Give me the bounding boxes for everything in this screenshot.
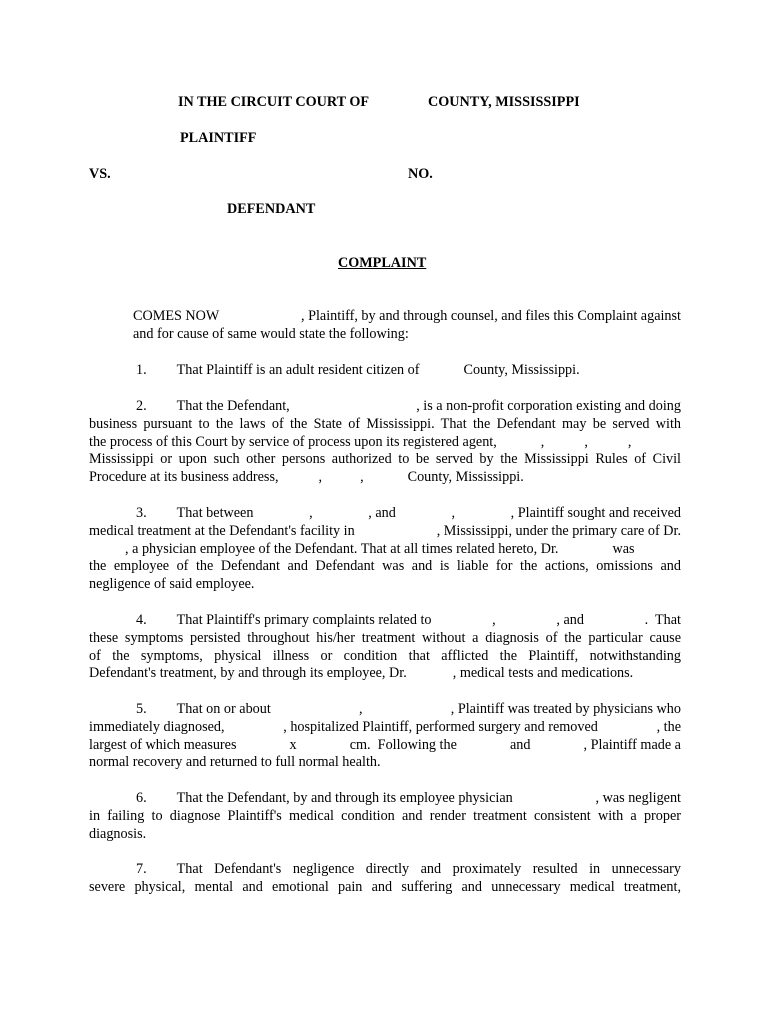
intro-line-1: COMES NOW , Plaintiff, by and through counsel, and files this Complaint against (133, 308, 681, 324)
paragraph-3: 3. That between , , and , , Plaintiff sought and received medical treatment at the Defendant's facility in , Mississippi, under the primary care of Dr. , a physician employee of the Defendant. That at all times related hereto, Dr. was the employee of the Defendant and Defendant was and is liable for the actions, omissions and negligence of said employee. (89, 505, 681, 593)
paragraph-number: 2. (136, 398, 147, 414)
court-heading-right: COUNTY, MISSISSIPPI (428, 94, 580, 110)
paragraph-number: 3. (136, 505, 147, 521)
vs-label: VS. (89, 166, 111, 182)
paragraph-4: 4. That Plaintiff's primary complaints related to , , and . That these symptoms persisted throughout his/her treatment without a diagnosis of the particular cause of the symptoms, physical illness or condition that afflicted the Plaintiff, notwithstanding Defendant's treatment, by and through its employee, Dr. , medical tests and medications. (89, 612, 681, 682)
paragraph-7: 7. That Defendant's negligence directly and proximately resulted in unnecessary severe physical, mental and emotional pain and suffering and unnecessary medical treatment, (89, 861, 681, 895)
paragraph-2: 2. That the Defendant, , is a non-profit corporation existing and doing business pursuant to the laws of the State of Mississippi. That the Defendant may be served with the process of this Court by service of process upon its registered agent, , , , Mississippi or upon such other persons authorized to be served by the Mississippi Rules of Civil Procedure at its business address, , , County, Mississippi. (89, 398, 681, 486)
paragraph-number: 7. (136, 861, 147, 877)
paragraph-5: 5. That on or about , , Plaintiff was treated by physicians who immediately diagnosed, , hospitalized Plaintiff, performed surgery and removed , the largest of which measures x cm. Following the and , Plaintiff made a normal recovery and returned to full normal health. (89, 701, 681, 771)
document-title: COMPLAINT (338, 255, 427, 271)
paragraph-6: 6. That the Defendant, by and through its employee physician , was negligent in failing to diagnose Plaintiff's medical condition and render treatment consistent with a proper diagnosis. (89, 790, 681, 842)
defendant-label: DEFENDANT (227, 201, 316, 217)
paragraph-1: 1. That Plaintiff is an adult resident citizen of County, Mississippi. (136, 362, 580, 378)
paragraph-number: 4. (136, 612, 147, 628)
intro-paragraph (133, 308, 681, 344)
paragraph-number: 1. (136, 362, 147, 378)
paragraph-number: 6. (136, 790, 147, 806)
plaintiff-label: PLAINTIFF (180, 130, 257, 146)
intro-line-2: and for cause of same would state the following: (133, 325, 409, 342)
court-heading-left: IN THE CIRCUIT COURT OF (178, 94, 370, 110)
case-number-label: NO. (408, 166, 433, 182)
paragraph-number: 5. (136, 701, 147, 717)
